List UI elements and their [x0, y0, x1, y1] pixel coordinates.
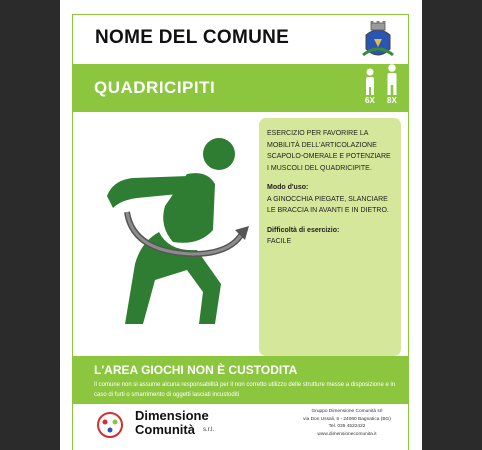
- dimensione-comunita-logo-icon: [93, 410, 127, 440]
- warning-text: Il comune non si assume alcuna responsabilità per il non corretto utilizzo delle strutture messe a disposizione e in caso di furti o smarrimento di oggetti lasciati incustoditi: [94, 382, 396, 398]
- header: [72, 14, 409, 66]
- usage-text: A GINOCCHIA PIEGATE, SLANCIARE LE BRACCIA IN AVANTI E IN DIETRO.: [267, 195, 389, 214]
- municipality-title: NOME DEL COMUNE: [95, 27, 290, 48]
- usage-label: Modo d'uso:: [267, 184, 309, 191]
- child-age-8-icon: [384, 64, 400, 96]
- contact-website[interactable]: www.dimensionecomunita.it: [317, 431, 377, 437]
- contact-company: Gruppo Dimensione Comunità srl: [311, 409, 383, 414]
- contact-address: via Don Ussali, 6 - 24060 Bagnatica (BG): [303, 416, 391, 422]
- contact-phone: Tel. 035 4522422: [328, 424, 366, 430]
- warning-band: [72, 356, 409, 404]
- logo-text-line1: Dimensione: [135, 408, 209, 423]
- logo-srl: s.r.l.: [203, 427, 215, 433]
- exercise-body: [72, 112, 409, 360]
- instructions-panel: [259, 118, 401, 356]
- logo-text-line2: Comunità: [135, 422, 195, 437]
- age-label-8: 8X: [387, 96, 397, 105]
- municipal-crest-icon: [360, 21, 396, 61]
- difficulty-value: FACILE: [267, 238, 292, 245]
- exercise-description: ESERCIZIO PER FAVORIRE LA MOBILITÀ DELL'ARTICOLAZIONE SCAPOLO-OMERALE E POTENZIARE I MUSCOLI DEL QUADRICIPITE.: [267, 130, 391, 172]
- warning-title: L'AREA GIOCHI NON È CUSTODITA: [94, 363, 298, 377]
- difficulty-label: Difficoltà di esercizio:: [267, 226, 340, 234]
- exercise-title: QUADRICIPITI: [94, 78, 216, 97]
- exercise-band: [72, 64, 409, 112]
- exercise-sign: [60, 0, 422, 450]
- contact-info: [302, 408, 392, 438]
- footer: [72, 404, 409, 450]
- age-label-6: 6X: [365, 96, 375, 105]
- child-age-6-icon: [362, 68, 378, 96]
- squat-figure-illustration: [103, 134, 253, 329]
